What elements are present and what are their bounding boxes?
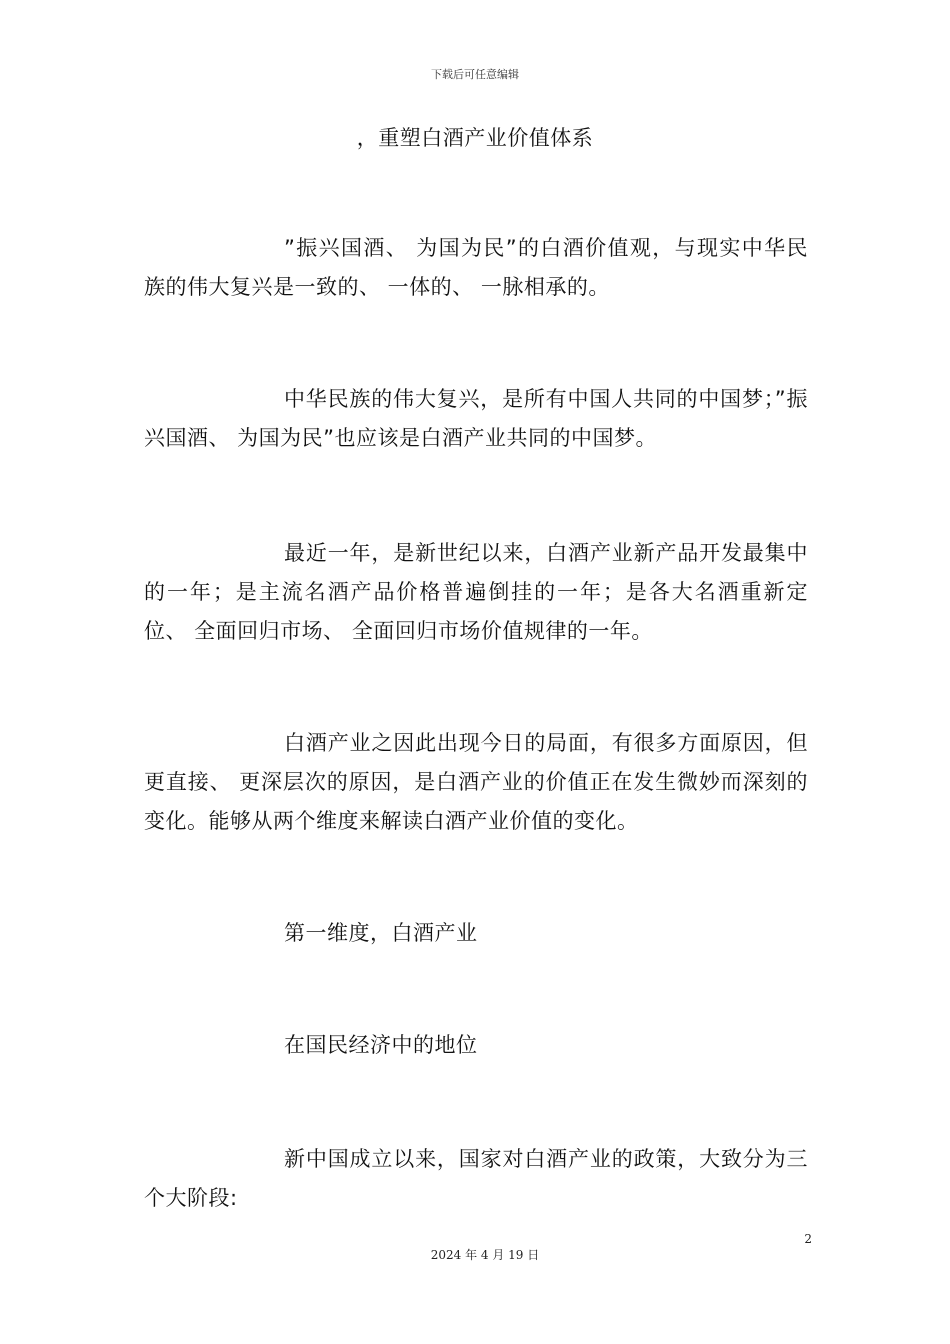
page-number: 2 [804,1232,812,1246]
footer-date: 2024 年 4 月 19 日 [430,1248,540,1262]
paragraph-4: 白酒产业之因此出现今日的局面，有很多方面原因，但更直接、 更深层次的原因，是白酒产业的价值正在发生微妙而深刻的变化。能够从两个维度来解读白酒产业价值的变化。 [144,731,808,833]
paragraph-5: 第一维度，白酒产业 [284,921,478,945]
header-note: 下载后可任意编辑 [431,68,519,81]
paragraph-6: 在国民经济中的地位 [284,1033,478,1057]
document-title: ，重塑白酒产业价值体系 [356,126,594,150]
paragraph-1: ”振兴国酒、 为国为民”的白酒价值观，与现实中华民族的伟大复兴是一致的、 一体的、 一脉相承的。 [144,236,808,299]
paragraph-3: 最近一年，是新世纪以来，白酒产业新产品开发最集中的一年；是主流名酒产品价格普遍倒挂的一年；是各大名酒重新定位、 全面回归市场、 全面回归市场价值规律的一年。 [144,541,808,643]
paragraph-2: 中华民族的伟大复兴，是所有中国人共同的中国梦；”振兴国酒、 为国为民”也应该是白酒产业共同的中国梦。 [144,387,808,450]
paragraph-7: 新中国成立以来，国家对白酒产业的政策，大致分为三个大阶段: [144,1147,808,1210]
